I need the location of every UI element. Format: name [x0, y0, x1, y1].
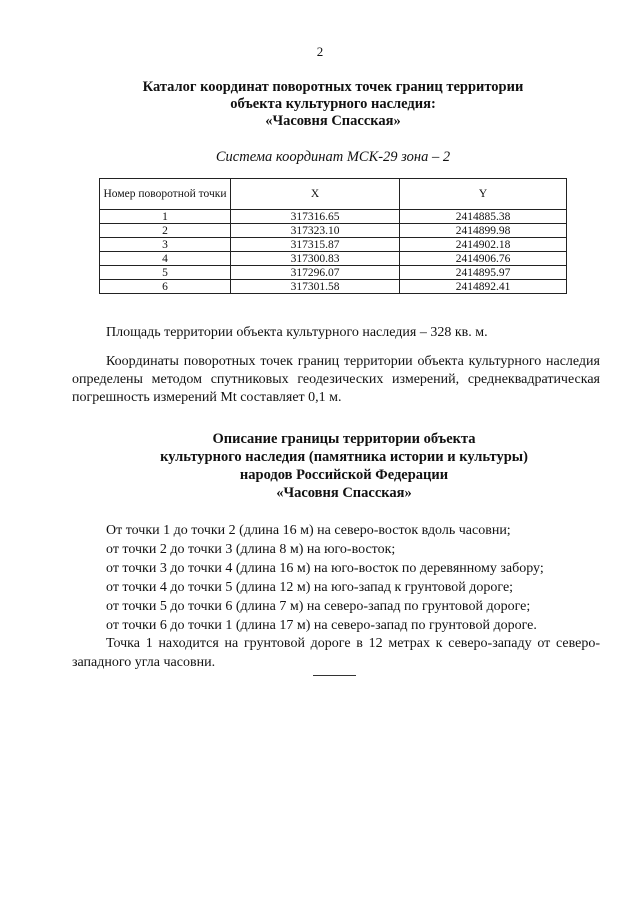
boundary-segments [106, 521, 544, 635]
cell-y: 2414902.18 [400, 238, 567, 252]
page-number: 2 [316, 44, 324, 59]
description-title-line: народов Российской Федерации [239, 467, 449, 483]
table-row [100, 224, 567, 238]
header-y: Y [400, 179, 567, 210]
segment-line: от точки 5 до точки 6 (длина 7 м) на северо-запад по грунтовой дороге; [106, 599, 531, 614]
description-title-line: культурного наследия (памятника истории и культуры) [160, 449, 528, 465]
cell-point-number: 5 [100, 266, 231, 280]
segment-line: от точки 2 до точки 3 (длина 8 м) на юго-восток; [106, 542, 396, 557]
location-paragraph [72, 634, 600, 672]
catalog-title [0, 79, 640, 130]
table-row [100, 238, 567, 252]
cell-y: 2414906.76 [400, 252, 567, 266]
catalog-title-line: «Часовня Спасская» [265, 113, 401, 129]
area-text: Площадь территории объекта культурного наследия – 328 кв. м. [106, 325, 488, 340]
table-row [100, 252, 567, 266]
table-row [100, 210, 567, 224]
location-text: Точка 1 находится на грунтовой дороге в 12 метрах к северо-западу от северо-западного угла часовни. [72, 636, 600, 670]
method-paragraph [72, 353, 600, 407]
header-x: X [231, 179, 400, 210]
cell-y: 2414892.41 [400, 280, 567, 294]
table-row [100, 280, 567, 294]
end-divider [313, 675, 356, 676]
table-header-row [100, 179, 567, 210]
cell-point-number: 6 [100, 280, 231, 294]
catalog-title-line: Каталог координат поворотных точек границ территории [142, 79, 524, 95]
cell-x: 317296.07 [231, 266, 400, 280]
header-point-number: Номер поворотной точки [100, 179, 231, 210]
coordinates-table [99, 178, 567, 294]
segment-line: От точки 1 до точки 2 (длина 16 м) на северо-восток вдоль часовни; [106, 523, 511, 538]
cell-x: 317301.58 [231, 280, 400, 294]
cell-point-number: 2 [100, 224, 231, 238]
method-text: Координаты поворотных точек границ территории объекта культурного наследия определены методом спутниковых геодезических измерений, среднеквадратическая погрешность измерений Mt составляет 0,1 м. [72, 354, 600, 405]
cell-x: 317300.83 [231, 252, 400, 266]
cell-point-number: 1 [100, 210, 231, 224]
cell-point-number: 3 [100, 238, 231, 252]
cell-x: 317316.65 [231, 210, 400, 224]
cell-x: 317323.10 [231, 224, 400, 238]
cell-y: 2414895.97 [400, 266, 567, 280]
segment-line: от точки 3 до точки 4 (длина 16 м) на юго-восток по деревянному забору; [106, 561, 544, 576]
cell-x: 317315.87 [231, 238, 400, 252]
cell-point-number: 4 [100, 252, 231, 266]
description-title-line: Описание границы территории объекта [212, 431, 476, 447]
segment-line: от точки 6 до точки 1 (длина 17 м) на северо-запад по грунтовой дороге. [106, 618, 537, 633]
cell-y: 2414899.98 [400, 224, 567, 238]
description-title [0, 430, 640, 502]
table-row [100, 266, 567, 280]
segment-line: от точки 4 до точки 5 (длина 12 м) на юго-запад к грунтовой дороге; [106, 580, 514, 595]
cell-y: 2414885.38 [400, 210, 567, 224]
catalog-title-line: объекта культурного наследия: [230, 96, 436, 112]
coordinate-system-label: Система координат МСК-29 зона – 2 [215, 149, 451, 165]
description-title-line: «Часовня Спасская» [276, 485, 412, 501]
